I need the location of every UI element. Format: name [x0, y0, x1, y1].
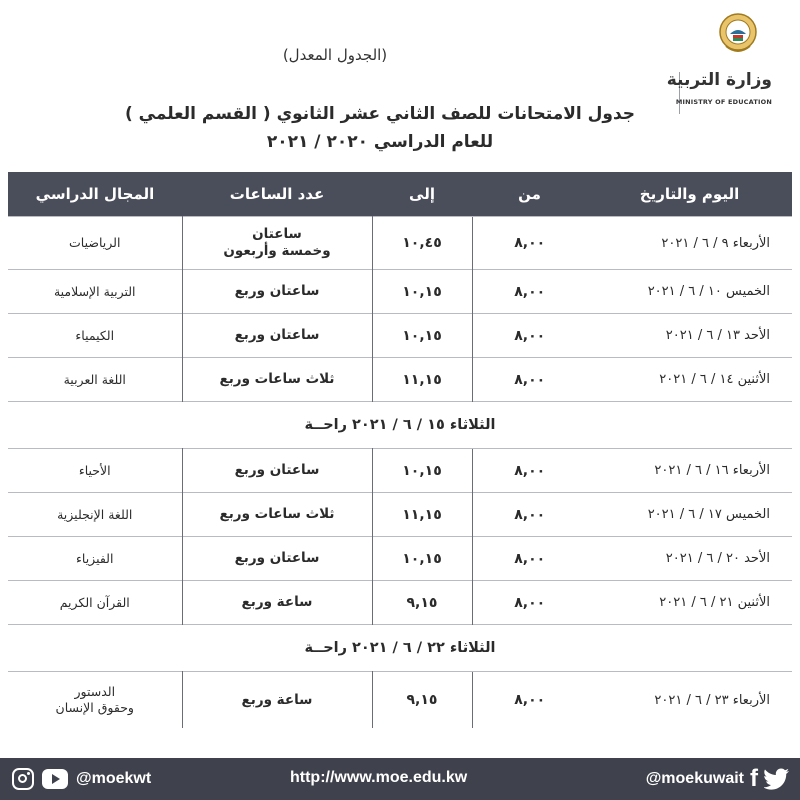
row-date: الأحد ٢٠ / ٦ / ٢٠٢١: [587, 537, 792, 581]
row-subject-line1: اللغة العربية: [63, 371, 126, 387]
row-from: ٨,٠٠: [472, 672, 587, 729]
ministry-name-english: MINISTRY OF EDUCATION: [675, 98, 772, 106]
row-subject: [8, 217, 182, 270]
row-hours: [182, 493, 372, 537]
row-to: ١١,١٥: [372, 493, 472, 537]
row-to: ٩,١٥: [372, 581, 472, 625]
row-hours: [182, 537, 372, 581]
row-hours: [182, 449, 372, 493]
footer-right-handle[interactable]: @moekuwait: [645, 770, 744, 787]
row-to: ١٠,١٥: [372, 270, 472, 314]
rest-row: [8, 625, 792, 672]
row-hours-line1: ساعة وربع: [241, 594, 313, 610]
table-row: [8, 537, 792, 581]
header-to: إلى: [372, 172, 472, 217]
twitter-icon[interactable]: [764, 768, 790, 790]
footer-left-handle[interactable]: @moekwt: [76, 770, 152, 787]
row-hours: [182, 314, 372, 358]
header-date: اليوم والتاريخ: [587, 172, 792, 217]
row-date: الأربعاء ١٦ / ٦ / ٢٠٢١: [587, 449, 792, 493]
row-subject: [8, 537, 182, 581]
table-header-row: [8, 172, 792, 217]
table-row: [8, 358, 792, 402]
rest-row: [8, 402, 792, 449]
row-hours-line1: ساعتان وربع: [234, 462, 320, 478]
table-body: [8, 217, 792, 729]
footer-right: [646, 766, 790, 792]
row-subject: [8, 672, 182, 729]
page-title: جدول الامتحانات للصف الثاني عشر الثانوي ( القسم العلمي ): [124, 104, 636, 124]
table-row: [8, 314, 792, 358]
row-from: ٨,٠٠: [472, 493, 587, 537]
row-hours-line1: ساعتان: [252, 226, 302, 242]
table-row: [8, 217, 792, 270]
row-subject: [8, 581, 182, 625]
revised-label: [0, 46, 800, 64]
row-subject-line1: الأحياء: [78, 462, 111, 478]
page-subtitle: للعام الدراسي ٢٠٢٠ / ٢٠٢١: [266, 132, 494, 152]
table-row: [8, 581, 792, 625]
facebook-icon[interactable]: f: [750, 765, 758, 792]
footer-left: [12, 766, 151, 792]
row-hours: [182, 270, 372, 314]
row-hours-line2: وخمسة وأربعون: [223, 243, 331, 259]
row-to: ١٠,١٥: [372, 314, 472, 358]
table-row: [8, 672, 792, 729]
row-hours: [182, 581, 372, 625]
header-from: من: [472, 172, 587, 217]
row-subject-line2: وحقوق الإنسان: [55, 700, 134, 715]
row-date: الخميس ١٧ / ٦ / ٢٠٢١: [587, 493, 792, 537]
table-row: [8, 493, 792, 537]
header-hours: عدد الساعات: [182, 172, 372, 217]
page-header: [0, 0, 800, 170]
row-subject: [8, 314, 182, 358]
row-from: ٨,٠٠: [472, 217, 587, 270]
youtube-icon[interactable]: [42, 769, 68, 789]
row-to: ١٠,١٥: [372, 449, 472, 493]
table-row: [8, 270, 792, 314]
rest-day-1: الثلاثاء ١٥ / ٦ / ٢٠٢١ راحــة: [8, 402, 792, 449]
row-to: ١٠,١٥: [372, 537, 472, 581]
row-hours-line1: ثلاث ساعات وربع: [219, 506, 335, 522]
row-subject: [8, 449, 182, 493]
row-to: ١٠,٤٥: [372, 217, 472, 270]
row-subject-line1: التربية الإسلامية: [53, 283, 136, 299]
row-hours-line1: ثلاث ساعات وربع: [219, 371, 335, 387]
row-from: ٨,٠٠: [472, 581, 587, 625]
row-hours-line1: ساعتان وربع: [234, 550, 320, 566]
row-hours: [182, 217, 372, 270]
row-hours: [182, 358, 372, 402]
row-hours: [182, 672, 372, 729]
header-subject: المجال الدراسي: [8, 172, 182, 217]
revised-text: (الجدول المعدل): [282, 46, 388, 64]
row-hours-line1: ساعة وربع: [241, 691, 313, 708]
ministry-name-arabic: وزارة التربية: [666, 70, 772, 90]
row-from: ٨,٠٠: [472, 270, 587, 314]
row-subject-line1: الرياضيات: [69, 235, 121, 250]
row-date: الأربعاء ٢٣ / ٦ / ٢٠٢١: [587, 672, 792, 729]
row-from: ٨,٠٠: [472, 314, 587, 358]
row-subject: [8, 358, 182, 402]
row-subject-line1: الفيزياء: [76, 550, 114, 566]
exam-schedule-table: [8, 172, 792, 728]
row-hours-line1: ساعتان وربع: [234, 283, 320, 299]
row-date: الأثنين ٢١ / ٦ / ٢٠٢١: [587, 581, 792, 625]
row-subject: [8, 493, 182, 537]
row-hours-line1: ساعتان وربع: [234, 327, 320, 343]
table-row: [8, 449, 792, 493]
row-subject: [8, 270, 182, 314]
row-from: ٨,٠٠: [472, 537, 587, 581]
row-date: الأحد ١٣ / ٦ / ٢٠٢١: [587, 314, 792, 358]
rest-day-2: الثلاثاء ٢٢ / ٦ / ٢٠٢١ راحــة: [8, 625, 792, 672]
footer-bar: [0, 758, 800, 800]
row-date: الخميس ١٠ / ٦ / ٢٠٢١: [587, 270, 792, 314]
row-date: الأربعاء ٩ / ٦ / ٢٠٢١: [587, 217, 792, 270]
footer-url[interactable]: http://www.moe.edu.kw: [290, 769, 468, 786]
row-from: ٨,٠٠: [472, 358, 587, 402]
row-subject-line1: الكيمياء: [75, 327, 115, 343]
row-subject-line1: القرآن الكريم: [59, 594, 130, 610]
row-from: ٨,٠٠: [472, 449, 587, 493]
row-subject-line1: الدستور: [74, 684, 116, 699]
row-subject-line1: اللغة الإنجليزية: [57, 506, 133, 522]
row-to: ٩,١٥: [372, 672, 472, 729]
row-date: الأثنين ١٤ / ٦ / ٢٠٢١: [587, 358, 792, 402]
row-to: ١١,١٥: [372, 358, 472, 402]
instagram-icon[interactable]: [12, 768, 34, 790]
